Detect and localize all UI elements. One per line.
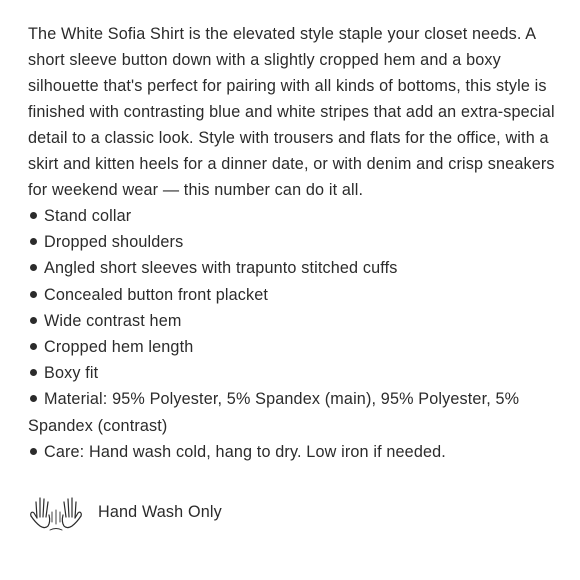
hand-wash-icon: [28, 492, 84, 532]
list-item: [28, 334, 558, 360]
care-label: Hand Wash Only: [98, 502, 222, 521]
list-item: [28, 229, 558, 255]
list-item: [28, 386, 558, 438]
list-item: [28, 282, 558, 308]
list-item: [28, 203, 558, 229]
bullet-icon: [30, 291, 37, 298]
bullet-icon: [30, 212, 37, 219]
list-item: [28, 439, 558, 465]
feature-text: Boxy fit: [44, 364, 99, 383]
bullet-icon: [30, 448, 37, 455]
list-item: [28, 308, 558, 334]
feature-list: [28, 203, 558, 465]
bullet-icon: [30, 264, 37, 271]
list-item: [28, 360, 558, 386]
feature-text: Angled short sleeves with trapunto stitched cuffs: [44, 259, 398, 278]
feature-text: Care: Hand wash cold, hang to dry. Low iron if needed.: [44, 442, 446, 461]
product-description: The White Sofia Shirt is the elevated style staple your closet needs. A short sleeve button down with a slightly cropped hem and a boxy silhouette that's perfect for pairing with all kinds of bottoms, this style is finished with contrasting blue and white stripes that add an extra-special detail to a classic look. Style with trousers and flats for the office, with a skirt and kitten heels for a dinner date, or with denim and crisp sneakers for weekend wear — this number can do it all.: [28, 25, 555, 199]
bullet-icon: [30, 317, 37, 324]
bullet-icon: [30, 369, 37, 376]
bullet-icon: [30, 238, 37, 245]
feature-text: Stand collar: [44, 207, 132, 225]
feature-text: Cropped hem length: [44, 338, 194, 357]
care-instruction: [28, 492, 558, 532]
feature-text: Material: 95% Polyester, 5% Spandex (main), 95% Polyester, 5% Spandex (contrast): [28, 390, 520, 435]
bullet-icon: [30, 343, 37, 350]
feature-text: Dropped shoulders: [44, 233, 184, 252]
bullet-icon: [30, 395, 37, 402]
feature-text: Concealed button front placket: [44, 285, 269, 304]
list-item: [28, 255, 558, 281]
feature-text: Wide contrast hem: [44, 311, 182, 330]
